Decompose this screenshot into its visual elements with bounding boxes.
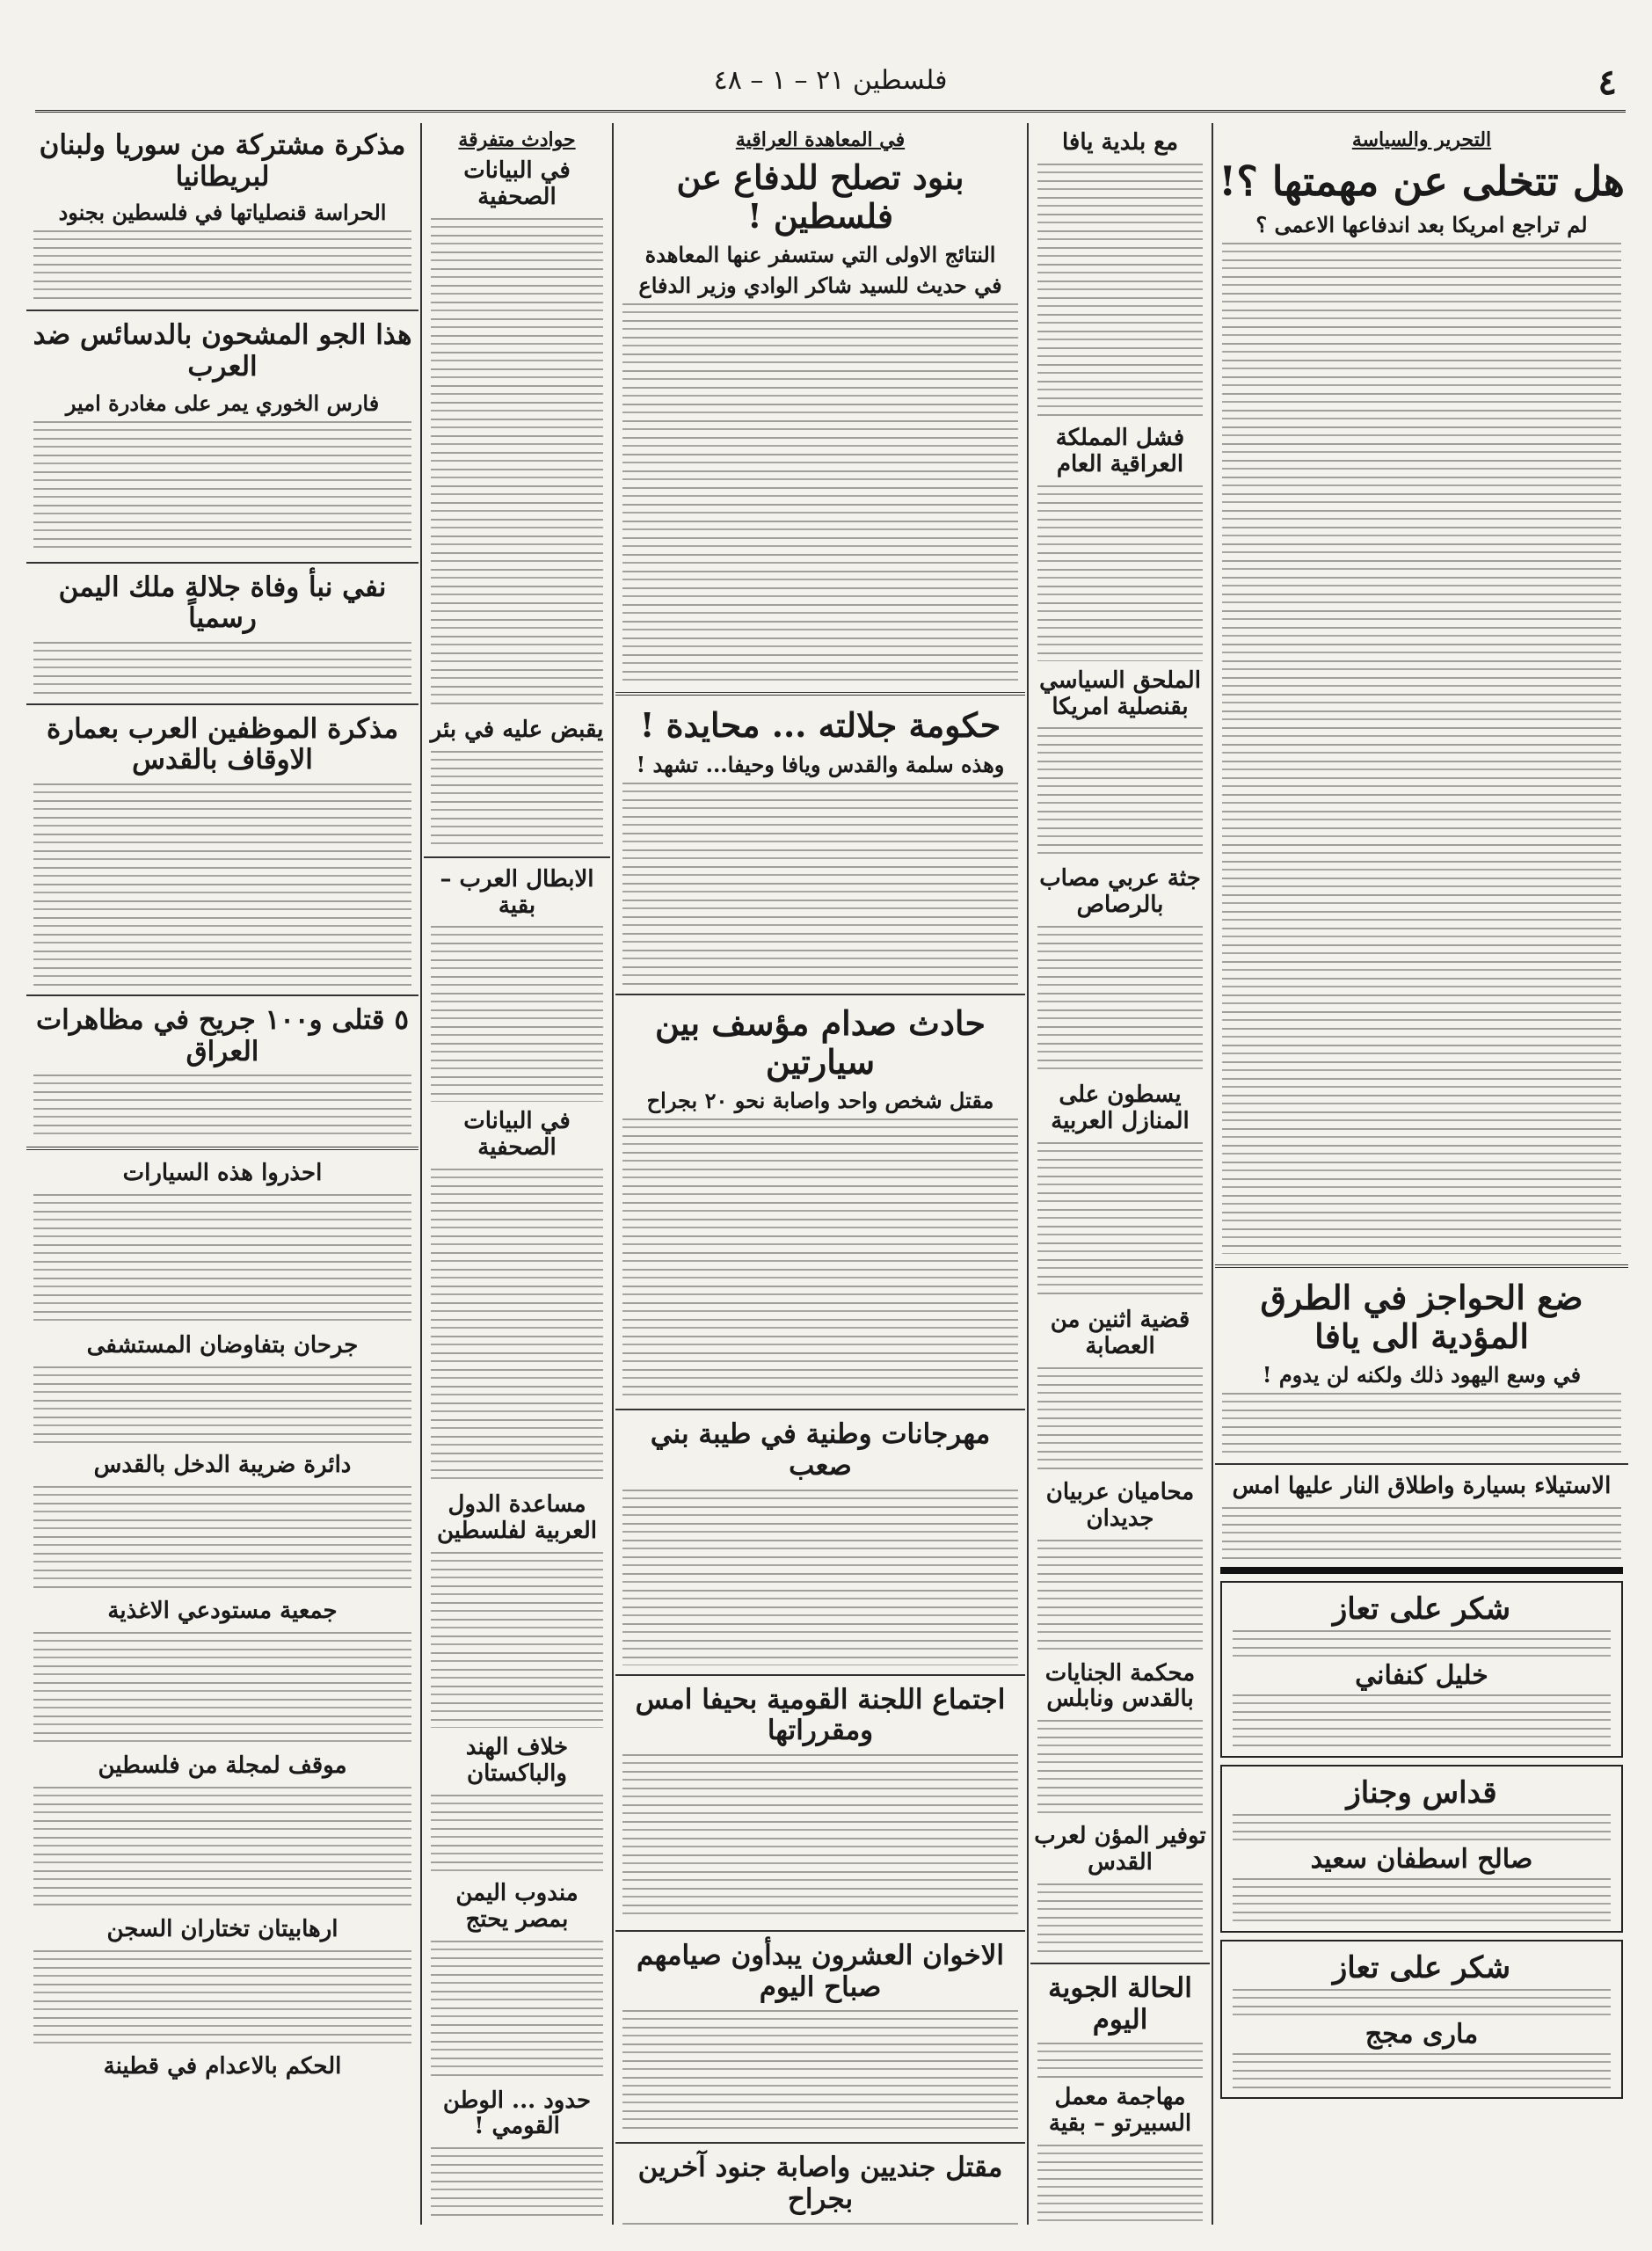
article-body: [431, 1795, 603, 1874]
headline: ٥ قتلى و١٠٠ جريح في مظاهرات العراق: [35, 1004, 410, 1067]
divider: [615, 994, 1025, 995]
headline: يقبض عليه في بئر: [430, 716, 604, 743]
headline: مع بلدية يافا: [1061, 129, 1179, 156]
headline: مساعدة الدول العربية لفلسطين: [437, 1491, 597, 1545]
notice-body: [1233, 1878, 1611, 1922]
headline: محكمة الجنايات بالقدس ونابلس: [1044, 1659, 1196, 1713]
headline: احذروا هذه السيارات: [122, 1160, 323, 1187]
article-body: [1037, 1367, 1203, 1473]
article-body: [33, 783, 411, 986]
headline: مهرجانات وطنية في طيبة بني صعب: [650, 1418, 991, 1482]
notice-title: شكر على تعاز: [1332, 1592, 1511, 1628]
divider: [26, 562, 418, 564]
article-body: [622, 1754, 1018, 1921]
column-editorial: [1215, 123, 1628, 2225]
headline: الحكم بالاعدام في قطينة: [103, 2052, 342, 2080]
notice-body: [1233, 1630, 1611, 1657]
headline: اجتماع اللجنة القومية بحيفا امس ومقرراتها: [635, 1683, 1006, 1747]
article-body: [1037, 1720, 1203, 1817]
headline: جرحان بتفاوضان المستشفى: [86, 1332, 359, 1359]
headline: الملحق السياسي بقنصلية امريكا: [1039, 667, 1201, 720]
article-body: [1037, 727, 1203, 859]
headline: جمعية مستودعي الاغذية: [107, 1598, 338, 1625]
divider-bar: [1220, 1567, 1623, 1574]
article-body: [1037, 926, 1203, 1075]
column-local-news: [1030, 123, 1210, 2225]
notice-title: قداس وجناز: [1346, 1775, 1497, 1811]
column-arab-news: [26, 123, 418, 2225]
headline: خلاف الهند والباكستان: [465, 1734, 569, 1787]
subheadline: مقتل شخص واحد واصابة نحو ٢٠ بجراح: [646, 1088, 994, 1114]
headline: في البيانات الصحفية: [463, 157, 571, 210]
page-number: ٤: [1597, 62, 1617, 103]
headline: محاميان عربيان جديدان: [1045, 1478, 1195, 1532]
notice-body: [1233, 1814, 1611, 1840]
article-body: [622, 1490, 1018, 1665]
subheadline: النتائج الاولى التي ستسفر عنها المعاهدة: [644, 242, 996, 268]
headline: مندوب اليمن بمصر يحتج: [455, 1879, 579, 1933]
headline: حادث صدام مؤسف بين سيارتين: [655, 1003, 986, 1082]
headline: الابطال العرب – بقية: [440, 865, 594, 919]
article-body: [33, 1194, 411, 1326]
headline: الاخوان العشرون يبدأون صيامهم صباح اليوم: [637, 1940, 1004, 2003]
article-body: [1037, 1883, 1203, 1954]
headline: دائرة ضريبة الدخل بالقدس: [93, 1452, 352, 1479]
article-body: [33, 1075, 411, 1136]
article-body: [622, 783, 1018, 985]
article-body: [431, 1169, 603, 1485]
article-body: [431, 1941, 603, 2081]
notice-name: مارى مجج: [1365, 2019, 1479, 2051]
divider: [26, 310, 418, 311]
headline: في البيانات الصحفية: [463, 1108, 571, 1162]
subheadline: وهذه سلمة والقدس ويافا وحيفا... تشهد !: [636, 752, 1005, 778]
article-body: [1037, 485, 1203, 661]
article-body: [1037, 1540, 1203, 1654]
divider: [615, 1930, 1025, 1932]
masthead: [35, 62, 1626, 113]
notice-thanks: [1220, 1940, 1623, 2099]
article-body: [33, 1632, 411, 1746]
subheadline: في حديث للسيد شاكر الوادي وزير الدفاع: [638, 273, 1002, 299]
divider: [26, 1147, 418, 1150]
headline: حكومة جلالته ... محايدة !: [639, 705, 1001, 746]
divider: [26, 994, 418, 996]
divider: [615, 692, 1025, 696]
divider: [1030, 1963, 1210, 1964]
notice-condolence: [1220, 1765, 1623, 1933]
article-body: [33, 1787, 411, 1910]
article-body: [622, 303, 1018, 681]
column-main-news: [615, 123, 1025, 2225]
headline: توفير المؤن لعرب القدس: [1034, 1823, 1206, 1876]
subheadline: الحراسة قنصلياتها في فلسطين بجنود: [58, 200, 387, 226]
headline: مهاجمة معمل السبيرتو – بقية: [1048, 2084, 1192, 2138]
headline: مذكرة الموظفين العرب بعمارة الاوقاف بالقدس: [46, 712, 399, 776]
article-body: [1222, 243, 1621, 1254]
article-body: [33, 1950, 411, 2047]
divider: [26, 703, 418, 705]
section-kicker: حوادث متفرقة: [458, 128, 576, 151]
article-body: [1222, 1393, 1621, 1454]
headline: مذكرة مشتركة من سوريا ولبنان لبريطانيا: [39, 129, 406, 193]
article-body: [1037, 164, 1203, 419]
article-body: [33, 1486, 411, 1592]
notice-body: [1233, 2053, 1611, 2088]
divider: [615, 1674, 1025, 1676]
notice-body: [1233, 1694, 1611, 1747]
notice-body: [1233, 1989, 1611, 2015]
notice-name: خليل كنفاني: [1355, 1660, 1488, 1692]
headline: هذا الجو المشحون بالدسائس ضد العرب: [33, 319, 412, 382]
divider: [1215, 1264, 1628, 1268]
article-body: [1222, 1507, 1621, 1560]
headline: ضع الحواجز في الطرق المؤدية الى يافا: [1260, 1277, 1583, 1356]
dateline: فلسطين ٢١ – ١ – ٤٨: [713, 65, 948, 96]
column-rule: [612, 123, 614, 2225]
headline: ارهابيتان تختاران السجن: [106, 1915, 338, 1942]
article-body: [1037, 2145, 1203, 2225]
column-rule: [420, 123, 422, 2225]
divider: [615, 1409, 1025, 1410]
article-body: [1037, 1142, 1203, 1300]
article-body: [431, 1552, 603, 1728]
divider: [615, 2142, 1025, 2144]
article-body: [431, 751, 603, 848]
article-body: [431, 926, 603, 1102]
headline: موقف لمجلة من فلسطين: [98, 1752, 347, 1779]
notice-title: شكر على تعاز: [1332, 1950, 1511, 1986]
article-body: [33, 421, 411, 553]
headline: مقتل جنديين واصابة جنود آخرين بجراح: [637, 2152, 1003, 2215]
column-rule: [1212, 123, 1213, 2225]
headline: فشل المملكة العراقية العام: [1055, 424, 1185, 477]
section-kicker: في المعاهدة العراقية: [735, 128, 906, 151]
headline: بنود تصلح للدفاع عن فلسطين !: [676, 157, 964, 236]
subheadline: لم تراجع امريكا بعد اندفاعها الاعمى ؟: [1255, 211, 1588, 237]
article-body: [33, 1366, 411, 1446]
headline: هل تتخلى عن مهمتها ؟!: [1219, 157, 1625, 205]
article-body: [622, 2010, 1018, 2133]
notice-name: صالح اسطفان سعيد: [1310, 1844, 1533, 1876]
divider: [424, 856, 610, 858]
article-body: [33, 230, 411, 301]
column-rule: [1027, 123, 1029, 2225]
column-misc: [424, 123, 610, 2225]
headline: نفي نبأ وفاة جلالة ملك اليمن رسمياً: [58, 571, 387, 635]
divider: [1215, 1463, 1628, 1465]
headline: الحالة الجوية اليوم: [1048, 1972, 1192, 2036]
article-body: [33, 642, 411, 695]
headline: قضية اثنين من العصابة: [1050, 1307, 1190, 1359]
subheadline: في وسع اليهود ذلك ولكنه لن يدوم !: [1262, 1362, 1582, 1388]
headline: الاستيلاء بسيارة واطلاق النار عليها امس: [1232, 1473, 1612, 1500]
section-kicker: التحرير والسياسة: [1351, 128, 1492, 151]
notice-thanks: [1220, 1581, 1623, 1758]
subheadline: فارس الخوري يمر على مغادرة امير: [65, 390, 380, 416]
headline: يسطون على المنازل العربية: [1051, 1082, 1190, 1135]
article-body: [622, 2223, 1018, 2225]
article-body: [622, 1118, 1018, 1400]
article-body: [431, 218, 603, 710]
article-body: [431, 2147, 603, 2218]
headline: جثة عربي مصاب بالرصاص: [1039, 865, 1201, 919]
headline: حدود ... الوطن القومي !: [442, 2087, 592, 2140]
article-body: [1037, 2043, 1203, 2078]
